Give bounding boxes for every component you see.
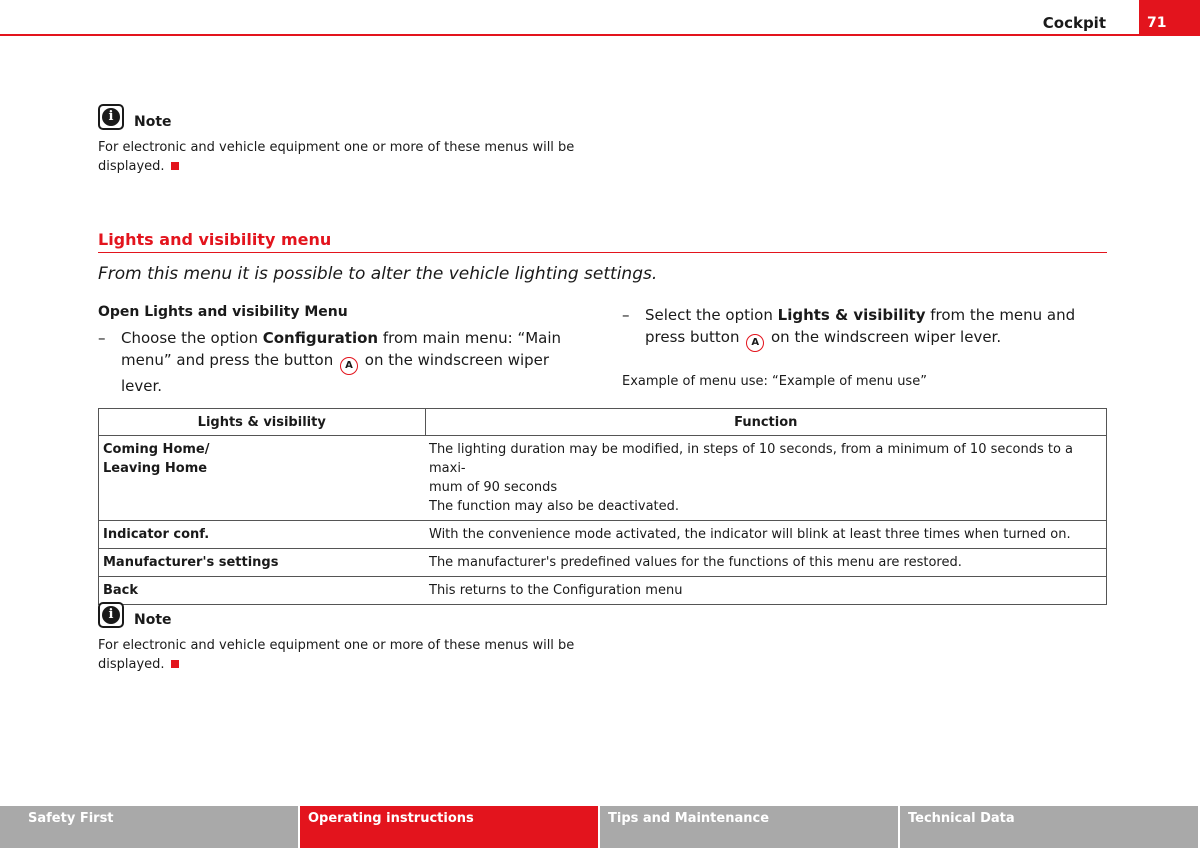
lights-visibility-table — [98, 408, 1107, 605]
table-header-setting: Lights & visibility — [99, 409, 426, 436]
section-title: Lights and visibility menu — [98, 230, 332, 249]
procedure-heading: Open Lights and visibility Menu — [98, 304, 348, 320]
step-configuration: – Choose the option Configuration from main menu: “Main menu” and press the button A on the windscreen wiper lever. — [98, 329, 562, 395]
left-column — [98, 304, 588, 397]
right-column — [622, 304, 1107, 389]
note-text: For electronic and vehicle equipment one or more of these menus will be displayed. — [98, 140, 575, 174]
page-number: 71 — [1139, 0, 1200, 36]
table-header-row — [99, 409, 1107, 436]
footer-tab-tips-maintenance[interactable]: Tips and Maintenance — [600, 806, 898, 848]
section-intro: From this menu it is possible to alter the vehicle lighting settings. — [98, 264, 658, 284]
info-icon: i — [98, 104, 124, 130]
footer-tab-operating-instructions[interactable]: Operating instructions — [300, 806, 598, 848]
note-label: Note — [134, 612, 172, 628]
note-bottom — [98, 602, 578, 674]
note-label: Note — [134, 114, 172, 130]
info-icon: i — [98, 602, 124, 628]
button-a-icon: A — [746, 334, 764, 352]
table-row: Indicator conf. With the convenience mode activated, the indicator will blink at least three times when turned on. — [99, 521, 1107, 549]
note-text: For electronic and vehicle equipment one or more of these menus will be displayed. — [98, 638, 575, 672]
button-a-icon: A — [340, 357, 358, 375]
header-rule — [0, 34, 1200, 36]
footer-tab-technical-data[interactable]: Technical Data — [900, 806, 1198, 848]
table-row: Back This returns to the Configuration menu — [99, 577, 1107, 605]
table-row: Manufacturer's settings The manufacturer's predefined values for the functions of this menu are restored. — [99, 549, 1107, 577]
step-lights-visibility: – Select the option Lights & visibility from the menu and press button A on the windscreen wiper lever. — [622, 304, 1107, 352]
chapter-title: Cockpit — [1042, 14, 1106, 32]
table-header-function: Function — [425, 409, 1107, 436]
example-reference: Example of menu use: “Example of menu use” — [622, 374, 927, 389]
end-square-icon — [171, 162, 179, 170]
section-rule — [98, 252, 1107, 253]
end-square-icon — [171, 660, 179, 668]
footer-tab-safety-first[interactable]: Safety First — [0, 806, 298, 848]
footer-nav — [0, 806, 1200, 848]
note-top — [98, 104, 578, 176]
table-row: Coming Home/ Leaving Home The lighting duration may be modified, in steps of 10 seconds, from a minimum of 10 seconds to a maxi- mum of 90 seconds The function may also be deactivated. — [99, 436, 1107, 521]
